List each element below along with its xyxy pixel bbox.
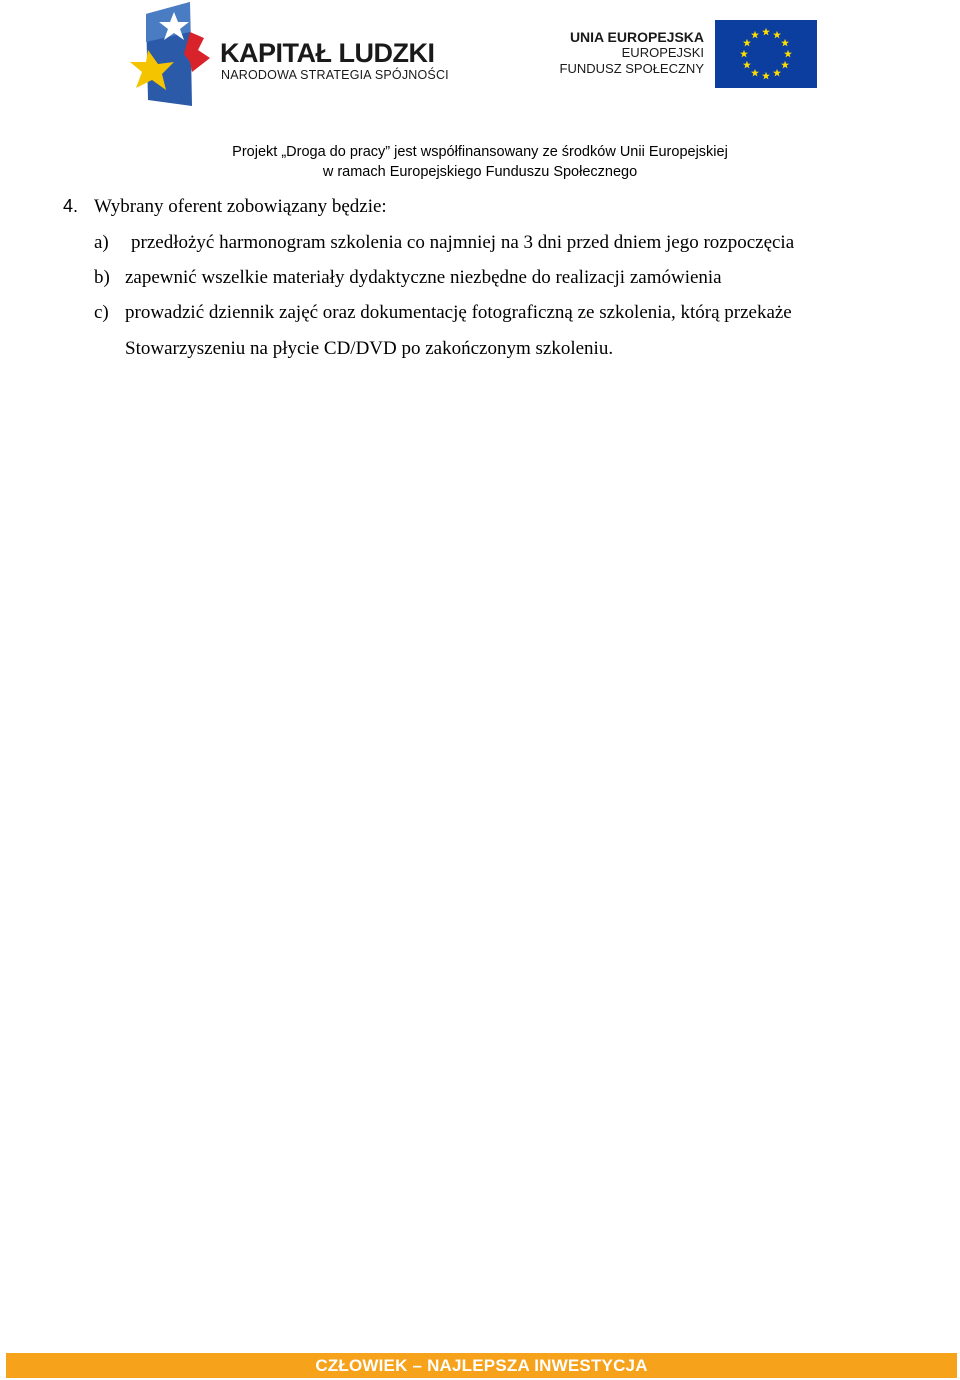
eu-line-1: UNIA EUROPEJSKA — [569, 29, 704, 45]
kapital-ludzki-star-logo-icon — [128, 2, 218, 108]
list-item-marker: c) — [94, 302, 109, 323]
kapital-ludzki-subtitle: NARODOWA STRATEGIA SPÓJNOŚCI — [221, 68, 449, 82]
list-item — [94, 267, 722, 289]
footer-slogan-bar — [6, 1353, 957, 1378]
list-item-continuation: Stowarzyszeniu na płycie CD/DVD po zakończonym szkoleniu. — [125, 338, 614, 359]
eu-flag-icon — [715, 20, 817, 88]
list-item-text: prowadzić dziennik zajęć oraz dokumentację fotograficzną ze szkolenia, którą przekaże — [125, 302, 792, 323]
eu-logo — [560, 20, 820, 90]
eu-line-2: EUROPEJSKI — [621, 45, 704, 60]
project-funding-line-1: Projekt „Droga do pracy” jest współfinansowany ze środków Unii Europejskiej — [232, 144, 728, 160]
list-item-text: zapewnić wszelkie materiały dydaktyczne niezbędne do realizacji zamówienia — [125, 267, 722, 288]
project-funding-line-2: w ramach Europejskiego Funduszu Społecznego — [322, 164, 638, 180]
list-item-marker: b) — [94, 267, 110, 288]
eu-logo-text — [560, 29, 704, 77]
list-item-marker: a) — [94, 232, 109, 253]
list-item — [94, 232, 794, 254]
eu-line-3: FUNDUSZ SPOŁECZNY — [559, 61, 704, 76]
section-heading — [63, 196, 387, 218]
footer-slogan: CZŁOWIEK – NAJLEPSZA INWESTYCJA — [315, 1356, 648, 1375]
list-item-text: przedłożyć harmonogram szkolenia co najmniej na 3 dni przed dniem jego rozpoczęcia — [131, 232, 795, 253]
kapital-ludzki-title: KAPITAŁ LUDZKI — [220, 38, 435, 68]
list-item — [94, 302, 792, 324]
section-heading-text: Wybrany oferent zobowiązany będzie: — [94, 196, 387, 217]
section-number: 4. — [63, 196, 79, 216]
kapital-ludzki-logo — [128, 2, 458, 108]
